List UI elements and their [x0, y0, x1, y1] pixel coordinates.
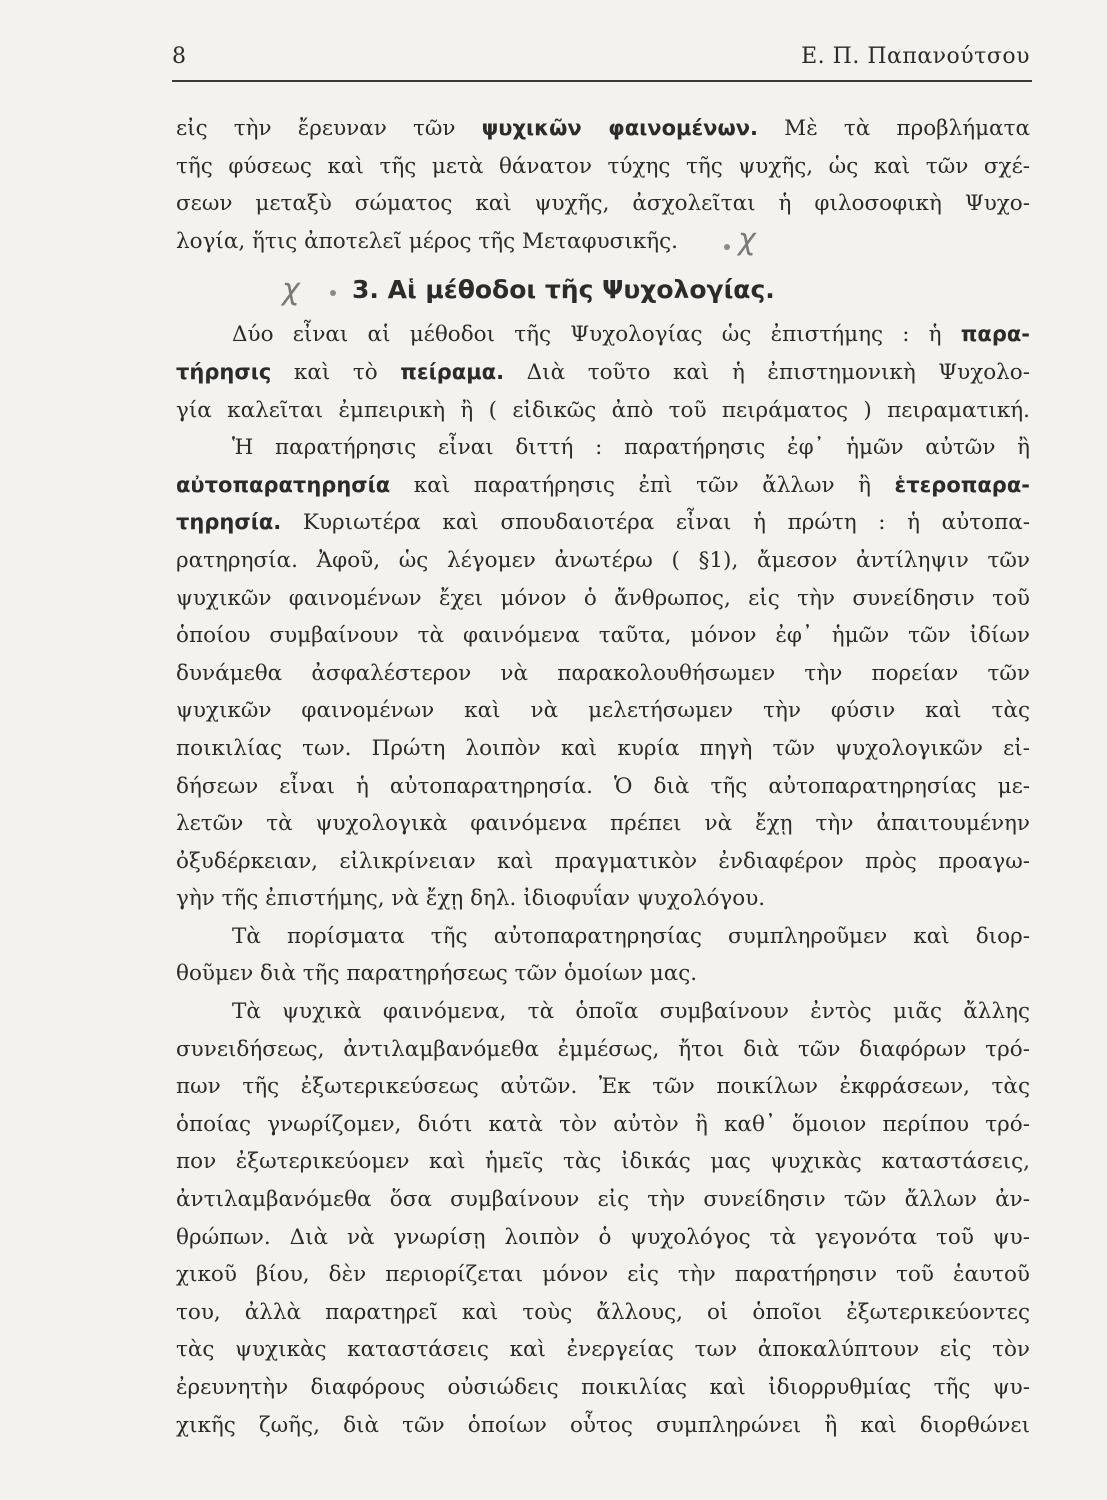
text-line: τὰς ψυχικὰς καταστάσεις καὶ ἐνεργείας των ἀποκαλύπτουν εἰς τὸν: [176, 1337, 1030, 1363]
section-heading: 3. Αἱ μέθοδοι τῆς Ψυχολογίας.: [352, 275, 775, 305]
pencil-margin-mark: χ: [738, 222, 756, 257]
body-text: [176, 110, 1030, 1444]
paragraph: [176, 316, 1030, 429]
text-line: πον ἐξωτερικεύομεν καὶ ἡμεῖς τὰς ἰδικάς μας ψυχικὰς καταστάσεις,: [176, 1149, 1030, 1175]
bold-term: τήρησις: [176, 359, 272, 384]
running-head: Ε. Π. Παπανούτσου: [801, 44, 1030, 69]
text-line: δυνάμεθα ἀσφαλέστερον νὰ παρακολουθήσωμεν τὴν πορείαν τῶν: [176, 660, 1030, 686]
bold-term: πείραμα.: [400, 359, 505, 384]
paragraph: [176, 993, 1030, 1444]
pencil-heading-mark: χ: [282, 272, 300, 307]
text-line: αὐτοπαρατηρησία καὶ παρατήρησις ἐπὶ τῶν ἄλλων ἢ ἑτεροπαρα-: [176, 472, 1030, 498]
text-line: Δύο εἶναι αἱ μέθοδοι τῆς Ψυχολογίας ὡς ἐπιστήμης : ἡ παρα-: [232, 322, 1030, 348]
text-line: ὁποίας γνωρίζομεν, διότι κατὰ τὸν αὐτὸν ἢ καθ᾽ ὅμοιον περίπου τρό-: [176, 1111, 1030, 1137]
text-line: λογία, ἥτις ἀποτελεῖ μέρος τῆς Μεταφυσικῆς.: [176, 228, 678, 254]
text-line: ψυχικῶν φαινομένων καὶ νὰ μελετήσωμεν τὴν φύσιν καὶ τὰς: [176, 698, 1030, 724]
bold-term: ψυχικῶν φαινομένων.: [481, 116, 759, 140]
text-line: συνειδήσεως, ἀντιλαμβανόμεθα ἐμμέσως, ἤτοι διὰ τῶν διαφόρων τρό-: [176, 1036, 1030, 1062]
text-line: γὴν τῆς ἐπιστήμης, νὰ ἔχῃ δηλ. ἰδιοφυΐαν ψυχολόγου.: [176, 886, 766, 912]
text-line: ἀντιλαμβανόμεθα ὅσα συμβαίνουν εἰς τὴν συνείδησιν τῶν ἄλλων ἀν-: [176, 1187, 1030, 1213]
paragraph: [176, 429, 1030, 918]
page-number: 8: [172, 44, 187, 69]
text-line: λετῶν τὰ ψυχολογικὰ φαινόμενα πρέπει νὰ ἔχῃ τὴν ἀπαιτουμένην: [176, 811, 1030, 837]
text-line: θρώπων. Διὰ νὰ γνωρίσῃ λοιπὸν ὁ ψυχολόγος τὰ γεγονότα τοῦ ψυ-: [176, 1224, 1030, 1250]
text-line: Ἡ παρατήρησις εἶναι διττή : παρατήρησις ἐφ᾽ ἡμῶν αὐτῶν ἢ: [232, 435, 1030, 461]
paragraph: [176, 110, 1030, 260]
text-line: ὁποίου συμβαίνουν τὰ φαινόμενα ταῦτα, μόνον ἐφ᾽ ἡμῶν τῶν ἰδίων: [176, 623, 1030, 649]
text-line: δήσεων εἶναι ἡ αὐτοπαρατηρησία. Ὁ διὰ τῆς αὐτοπαρατηρησίας με-: [176, 773, 1030, 799]
text-line: χικοῦ βίου, δὲν περιορίζεται μόνον εἰς τὴν παρατήρησιν τοῦ ἑαυτοῦ: [176, 1262, 1030, 1288]
bold-term: παρα-: [960, 322, 1030, 347]
bold-term: ἑτεροπαρα-: [894, 472, 1030, 497]
text-line: θοῦμεν διὰ τῆς παρατηρήσεως τῶν ὁμοίων μας.: [176, 961, 698, 987]
text-line: Τὰ πορίσματα τῆς αὐτοπαρατηρησίας συμπληροῦμεν καὶ διορ-: [232, 923, 1030, 949]
text-line: ὀξυδέρκειαν, εἰλικρίνειαν καὶ πραγματικὸν ἐνδιαφέρον πρὸς προαγω-: [176, 848, 1030, 874]
text-line: ἐρευνητὴν διαφόρους οὐσιώδεις ποικιλίας καὶ ἰδιορρυθμίας τῆς ψυ-: [176, 1375, 1030, 1400]
text-line: Τὰ ψυχικὰ φαινόμενα, τὰ ὁποῖα συμβαίνουν ἐντὸς μιᾶς ἄλλης: [232, 999, 1030, 1025]
text-line: ρατηρησία. Ἀφοῦ, ὡς λέγομεν ἀνωτέρω ( §1), ἄμεσον ἀντίληψιν τῶν: [176, 547, 1030, 573]
text-line: χικῆς ζωῆς, διὰ τῶν ὁποίων οὗτος συμπληρώνει ἢ καὶ διορθώνει: [176, 1412, 1030, 1438]
text-line: του, ἀλλὰ παρατηρεῖ καὶ τοὺς ἄλλους, οἱ ὁποῖοι ἐξωτερικεύοντες: [176, 1299, 1030, 1325]
text-line: τῆς φύσεως καὶ τῆς μετὰ θάνατον τύχης τῆς ψυχῆς, ὡς καὶ τῶν σχέ-: [176, 153, 1030, 179]
paragraph: [176, 918, 1030, 993]
text-line: τηρησία. Κυριωτέρα καὶ σπουδαιοτέρα εἶναι ἡ πρώτη : ἡ αὐτοπα-: [176, 510, 1030, 536]
text-line: πων τῆς ἐξωτερικεύσεως αὐτῶν. Ἐκ τῶν ποικίλων ἐκφράσεων, τὰς: [176, 1074, 1030, 1100]
text-line: τήρησις καὶ τὸ πείραμα. Διὰ τοῦτο καὶ ἡ ἐπιστημονικὴ Ψυχολο-: [176, 359, 1030, 385]
text-line: γία καλεῖται ἐμπειρικὴ ἢ ( εἰδικῶς ἀπὸ τοῦ πειράματος ) πειραματική.: [176, 397, 1030, 423]
text-line: σεων μεταξὺ σώματος καὶ ψυχῆς, ἀσχολεῖται ἡ φιλοσοφικὴ Ψυχο-: [176, 191, 1030, 217]
bold-term: αὐτοπαρατηρησία: [176, 472, 391, 497]
page-header: [172, 44, 1032, 82]
text-line: ψυχικῶν φαινομένων ἔχει μόνον ὁ ἄνθρωπος, εἰς τὴν συνείδησιν τοῦ: [176, 585, 1030, 611]
text-line: εἰς τὴν ἔρευναν τῶν ψυχικῶν φαινομένων. Μὲ τὰ προβλήματα: [176, 116, 1030, 141]
text-line: ποικιλίας των. Πρώτη λοιπὸν καὶ κυρία πηγὴ τῶν ψυχολογικῶν εἰ-: [176, 735, 1030, 761]
bold-term: τηρησία.: [176, 510, 282, 535]
